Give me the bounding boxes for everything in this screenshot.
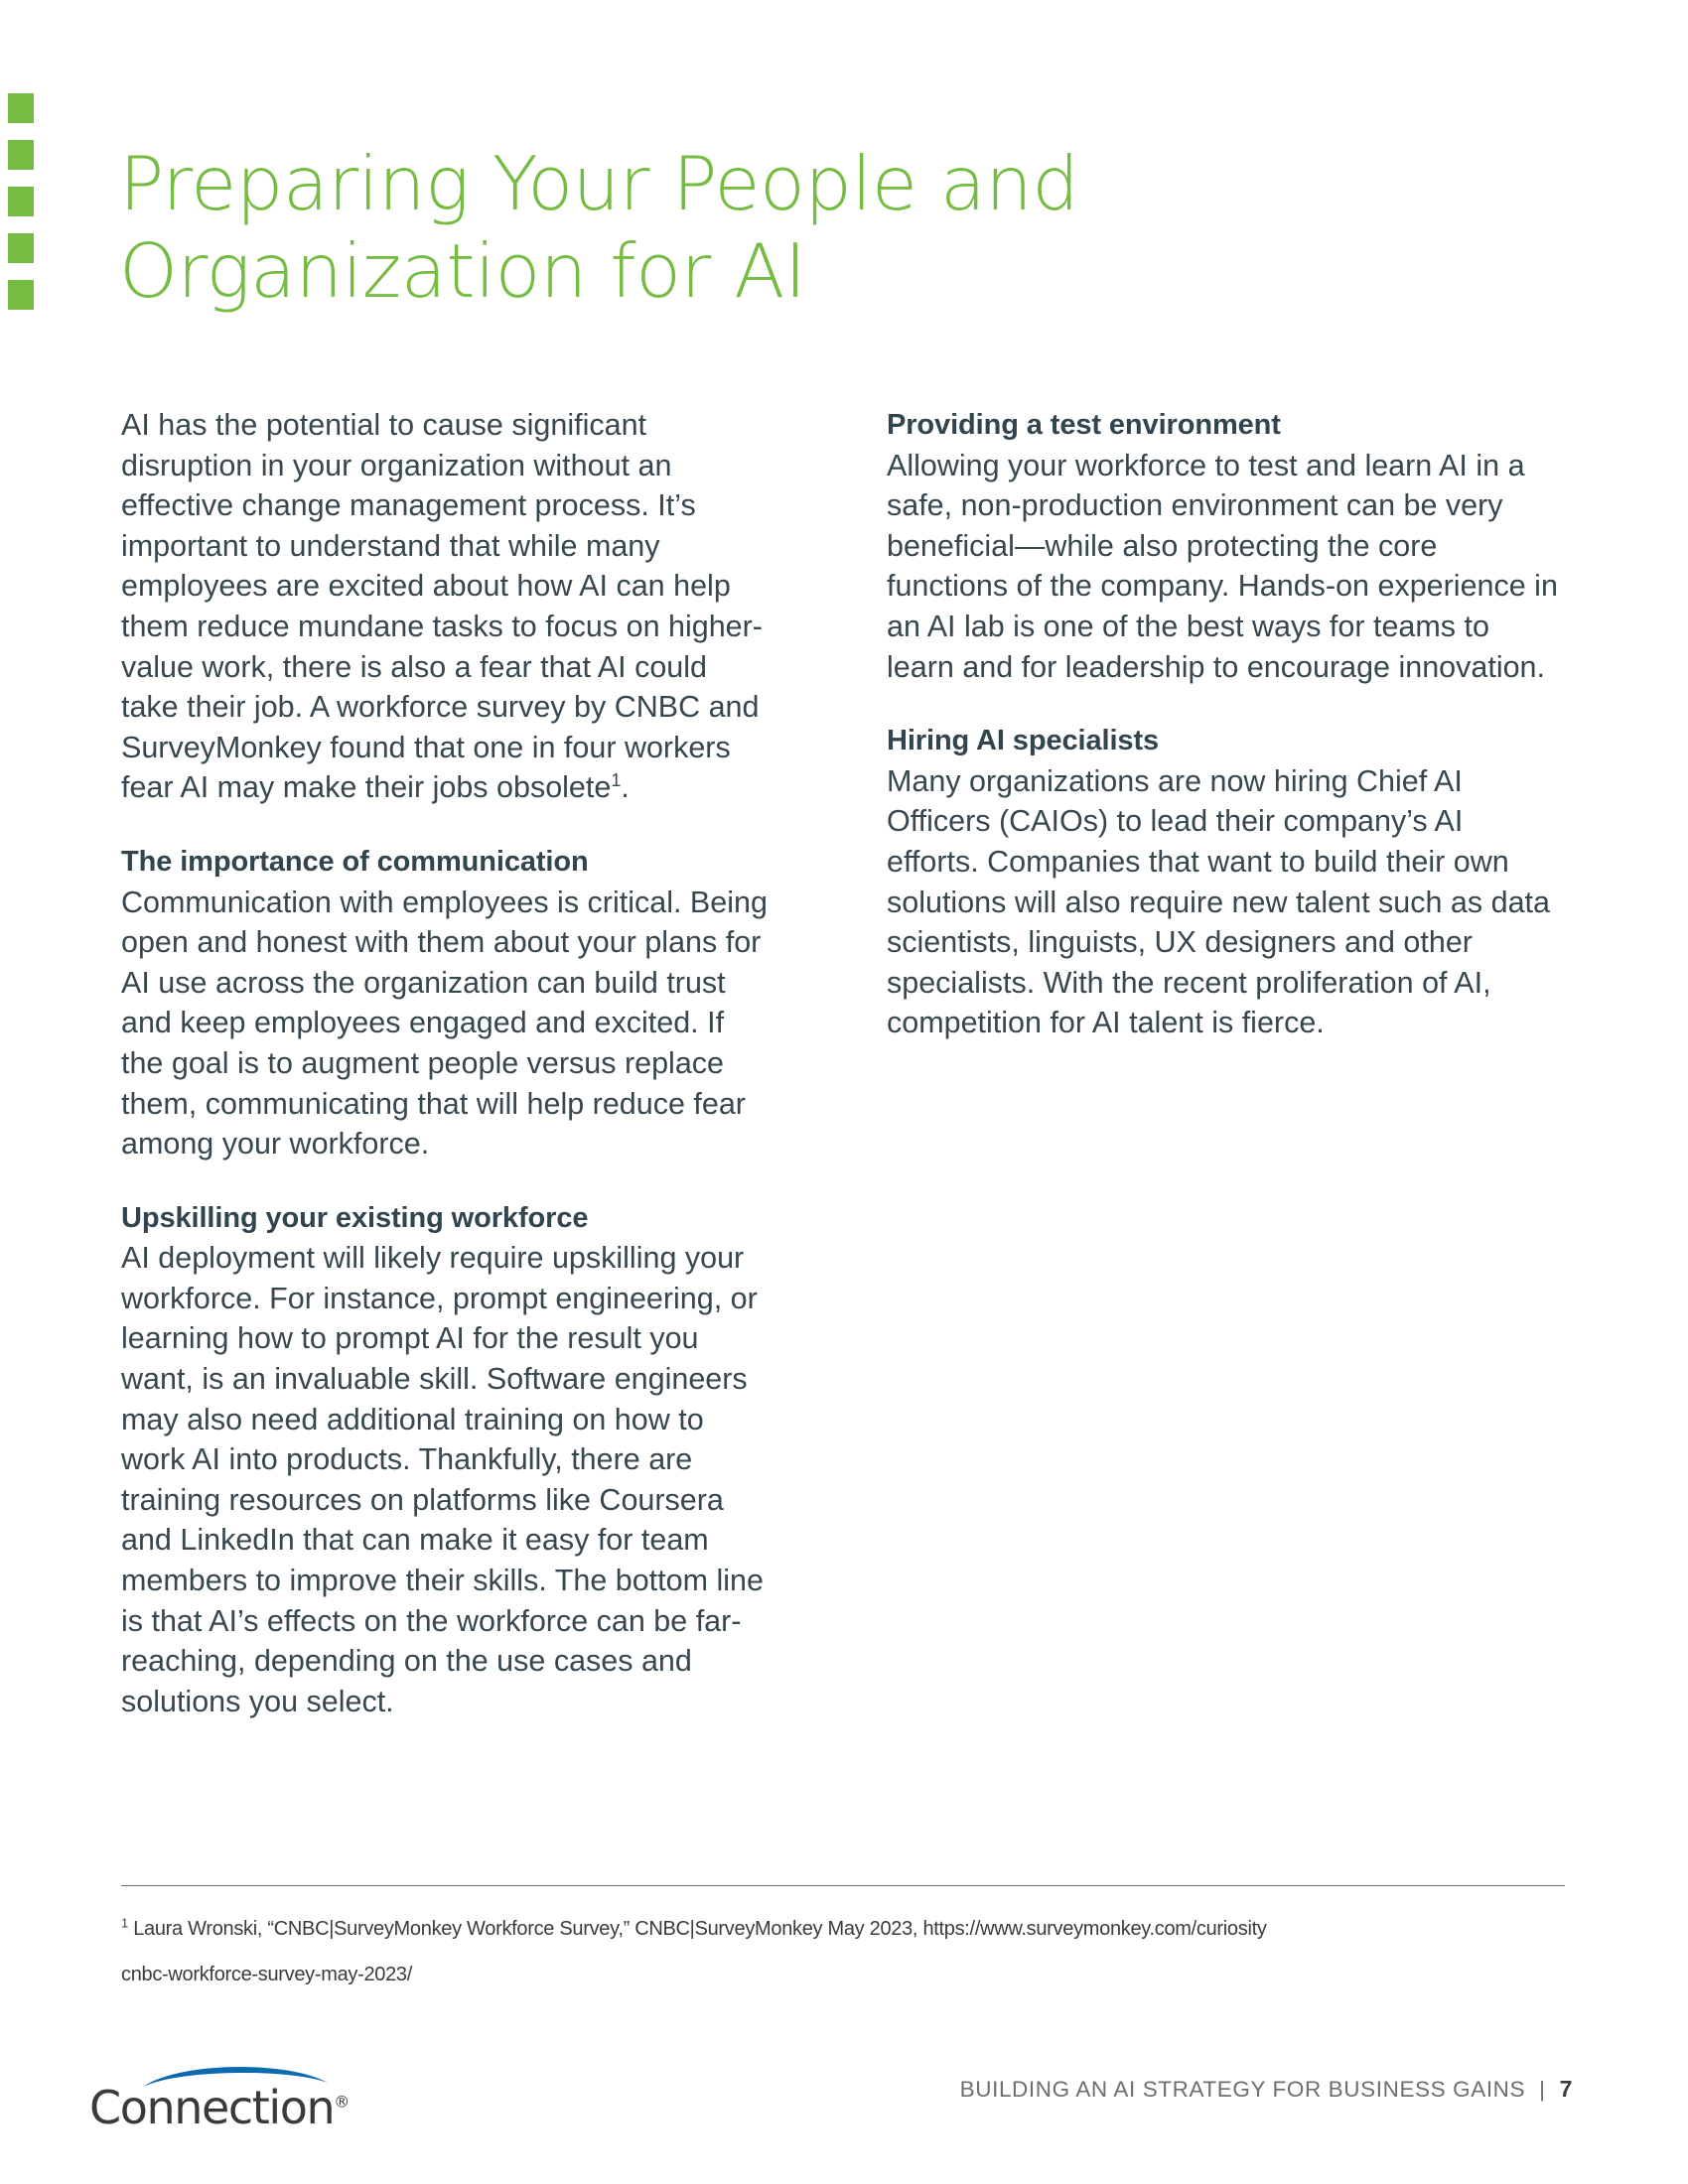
- connection-logo: [89, 2063, 387, 2136]
- logo-wordmark-text: Connection: [89, 2081, 335, 2134]
- intro-paragraph-period: .: [621, 770, 630, 805]
- intro-paragraph: [121, 405, 772, 808]
- heading-hiring-ai-specialists: Hiring AI specialists: [887, 725, 1160, 757]
- intro-paragraph-text: AI has the potential to cause significant disruption in your organization without an effective change management process. It’s important to understand that while many employees are excited about how AI can help them reduce mundane tasks to focus on higher-value work, there is also a fear that AI could take their job. A workforce survey by CNBC and SurveyMonkey found that one in four workers fear AI may make their jobs obsolete: [121, 408, 763, 805]
- logo-wordmark: [89, 2081, 350, 2134]
- body-importance-of-communication: Communication with employees is critical. Being open and honest with them about your plans for AI use across the organization can build trust and keep employees engaged and excited. If the goal is to augment people versus replace them, communicating that will help reduce fear among your workforce.: [121, 885, 768, 1161]
- footnote-reference-1[interactable]: 1: [611, 770, 622, 791]
- body-hiring-ai-specialists: Many organizations are now hiring Chief AI Officers (CAIOs) to lead their company’s AI efforts. Companies that want to build their own solutions will also require new talent such as data scientists, linguists, UX designers and other specialists. With the recent proliferation of AI, competition for AI talent is fierce.: [887, 763, 1550, 1040]
- footnote-block: [121, 1906, 1571, 1997]
- footnote-line-1: [121, 1906, 1571, 1952]
- left-column: [121, 405, 772, 1721]
- heading-providing-a-test-environment: Providing a test environment: [887, 409, 1281, 441]
- footer-page-number: 7: [1559, 2076, 1573, 2102]
- footnote-line-2: cnbc-workforce-survey-may-2023/: [121, 1964, 413, 1985]
- accent-square: [8, 233, 34, 263]
- body-providing-a-test-environment: Allowing your workforce to test and learn AI in a safe, non-production environment can be very beneficial—while also protecting the core functions of the company. Hands-on experience in an AI lab is one of the best ways for teams to learn and for leadership to encourage innovation.: [887, 448, 1558, 684]
- heading-importance-of-communication: The importance of communication: [121, 845, 589, 878]
- logo-trademark-symbol: ®: [334, 2092, 351, 2112]
- accent-square: [8, 280, 34, 310]
- accent-square-stack: [8, 93, 34, 327]
- body-upskilling-your-existing-workforce: AI deployment will likely require upskilling your workforce. For instance, prompt engineering, or learning how to prompt AI for the result you want, is an invaluable skill. Software engineers may also need additional training on how to work AI into products. Thankfully, there are training resources on platforms like Coursera and LinkedIn that can make it easy for team members to improve their skills. The bottom line is that AI’s effects on the workforce can be far-reaching, depending on the use cases and solutions you select.: [121, 1241, 764, 1718]
- page-title-line-1: Preparing Your People and: [119, 140, 1079, 228]
- footnote-divider: [121, 1885, 1565, 1886]
- footnote-line-1-text: Laura Wronski, “CNBC|SurveyMonkey Workforce Survey,” CNBC|SurveyMonkey May 2023, https://www.surveymonkey.com/curiosity: [133, 1918, 1267, 1940]
- footer-document-title: BUILDING AN AI STRATEGY FOR BUSINESS GAINS: [959, 2077, 1526, 2102]
- accent-square: [8, 187, 34, 216]
- page-title-line-2: Organization for AI: [119, 227, 806, 315]
- heading-upskilling-your-existing-workforce: Upskilling your existing workforce: [121, 1201, 589, 1234]
- page-title: [119, 141, 1291, 316]
- footnote-marker: 1: [121, 1915, 128, 1931]
- accent-square: [8, 93, 34, 123]
- footer-separator: |: [1539, 2077, 1546, 2102]
- footer-meta: [960, 2076, 1573, 2103]
- accent-square: [8, 140, 34, 170]
- right-column: [887, 405, 1562, 1043]
